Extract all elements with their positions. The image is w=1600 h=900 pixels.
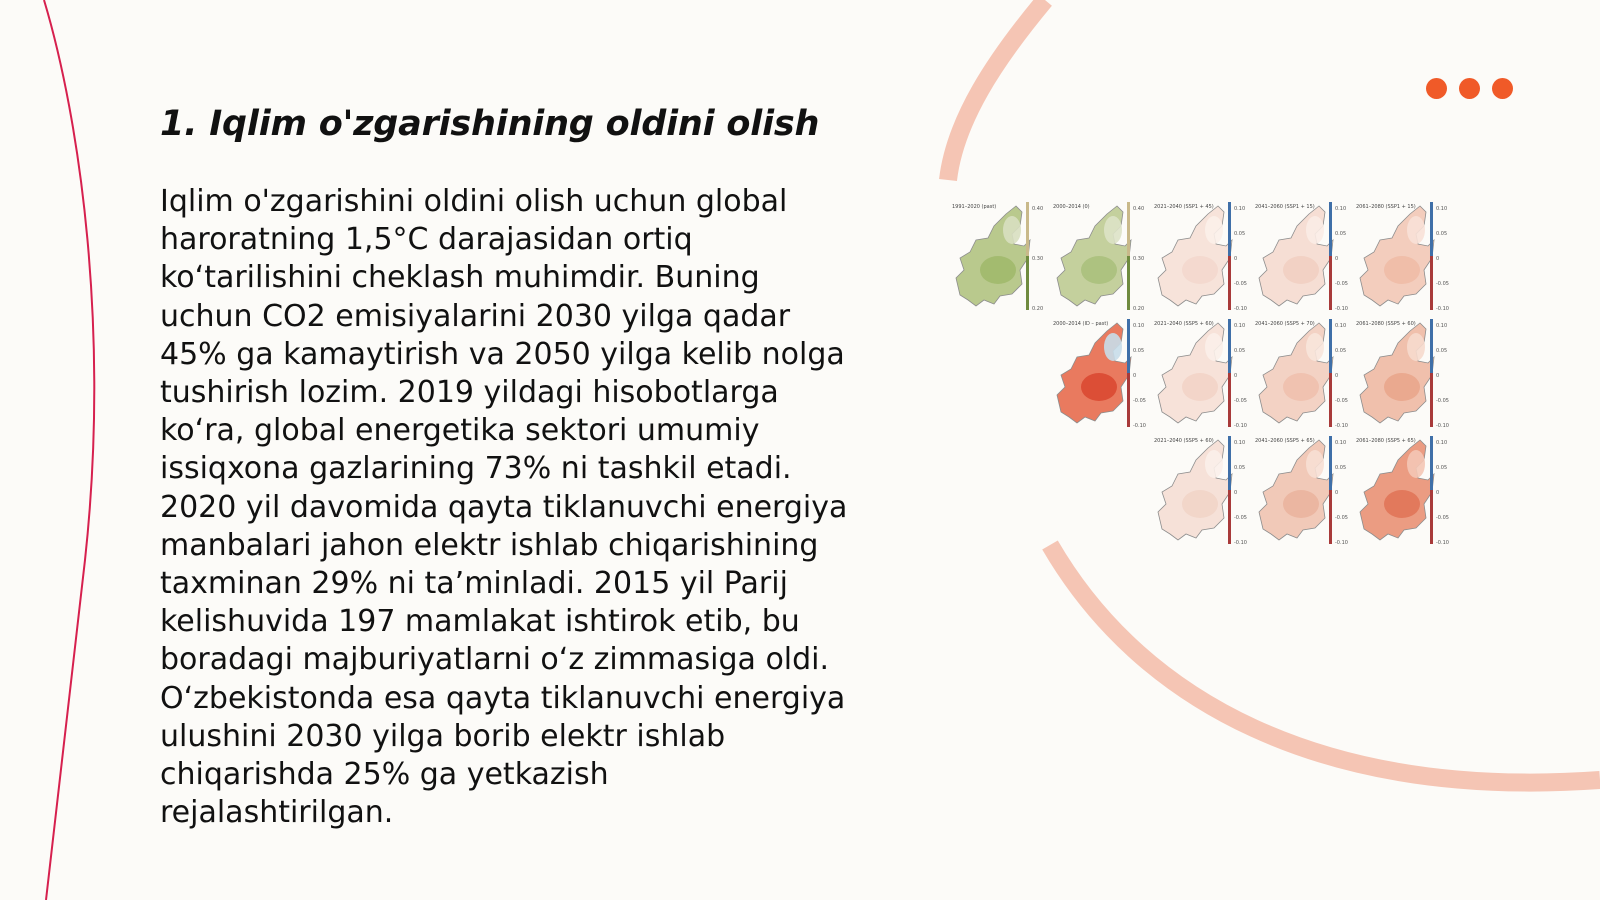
colorbar-tick-label: -0.05 <box>1335 398 1348 404</box>
panel-label: 2021–2040 (SSP1 + 45) <box>1154 204 1214 210</box>
colorbar-tick-label: 0.30 <box>1133 256 1145 262</box>
dot-icon <box>1459 78 1480 99</box>
europe-map-shape <box>1158 206 1232 306</box>
colorbar-tick-label: 0 <box>1335 373 1339 379</box>
colorbar <box>1329 319 1332 373</box>
body-line: kelishuvida 197 mamlakat ishtirok etib, bu <box>160 604 800 640</box>
europe-map-shape <box>1259 440 1333 540</box>
colorbar-tick-label: -0.10 <box>1335 306 1348 312</box>
body-line: 2020 yil davomida qayta tiklanuvchi energiya <box>160 489 848 525</box>
body-line: issiqxona gazlarining 73% ni tashkil etadi. <box>160 451 792 487</box>
colorbar-tick-label: -0.05 <box>1436 515 1449 521</box>
map-shading <box>1306 333 1324 361</box>
body-line: ko‘ra, global energetika sektori umumiy <box>160 413 760 449</box>
colorbar-tick-label: 0.40 <box>1032 206 1044 212</box>
colorbar-tick-label: -0.10 <box>1234 423 1247 429</box>
map-panel <box>1154 202 1247 312</box>
map-shading <box>1407 450 1425 478</box>
colorbar-tick-label: 0.05 <box>1133 348 1145 354</box>
map-shading <box>1283 256 1319 284</box>
map-panel <box>1255 202 1348 312</box>
colorbar-tick-label: 0.05 <box>1335 231 1347 237</box>
colorbar-tick-label: -0.05 <box>1234 398 1247 404</box>
colorbar-tick-label: 0.40 <box>1133 206 1145 212</box>
colorbar-tick-label: -0.10 <box>1335 540 1348 546</box>
europe-map-shape <box>1158 323 1232 423</box>
body-line: rejalashtirilgan. <box>160 795 394 831</box>
map-panel <box>1356 319 1449 429</box>
panel-label: 2000–2014 (ID – past) <box>1053 321 1109 327</box>
colorbar-tick-label: 0 <box>1234 256 1238 262</box>
panel-label: 2061–2080 (SSP5 + 65) <box>1356 438 1416 444</box>
europe-map-shape <box>1360 440 1434 540</box>
colorbar <box>1228 319 1231 373</box>
map-shading <box>1081 256 1117 284</box>
colorbar <box>1430 319 1433 373</box>
europe-map-shape <box>1259 206 1333 306</box>
map-panel <box>1154 436 1247 546</box>
dot-icon <box>1426 78 1447 99</box>
map-shading <box>1384 490 1420 518</box>
colorbar-tick-label: 0.10 <box>1234 440 1246 446</box>
colorbar-tick-label: 0 <box>1234 373 1238 379</box>
colorbar-tick-label: 0.10 <box>1335 440 1347 446</box>
colorbar-tick-label: 0.10 <box>1234 323 1246 329</box>
colorbar-tick-label: -0.05 <box>1234 515 1247 521</box>
left-decorative-line <box>0 0 120 900</box>
europe-map-shape <box>1158 440 1232 540</box>
colorbar-tick-label: 0.10 <box>1436 440 1448 446</box>
europe-map-shape <box>1360 206 1434 306</box>
map-panel <box>1053 202 1144 312</box>
colorbar <box>1329 202 1332 256</box>
colorbar-tick-label: -0.10 <box>1436 306 1449 312</box>
colorbar-tick-label: 0.05 <box>1436 465 1448 471</box>
map-shading <box>1182 490 1218 518</box>
map-shading <box>1104 216 1122 244</box>
colorbar-tick-label: -0.05 <box>1335 281 1348 287</box>
body-line: manbalari jahon elektr ishlab chiqarishining <box>160 527 819 563</box>
colorbar <box>1127 202 1130 256</box>
colorbar-tick-label: 0.10 <box>1234 206 1246 212</box>
body-line: chiqarishda 25% ga yetkazish <box>160 757 609 793</box>
colorbar-tick-label: 0.05 <box>1234 465 1246 471</box>
colorbar-tick-label: -0.05 <box>1234 281 1247 287</box>
colorbar <box>1329 436 1332 490</box>
panel-label: 2041–2060 (SSP1 + 15) <box>1255 204 1315 210</box>
map-shading <box>1384 373 1420 401</box>
colorbar-tick-label: 0.05 <box>1436 348 1448 354</box>
colorbar-tick-label: -0.10 <box>1234 306 1247 312</box>
map-shading <box>1306 216 1324 244</box>
colorbar-tick-label: 0 <box>1335 490 1339 496</box>
colorbar-tick-label: 0 <box>1436 256 1440 262</box>
climate-maps-figure <box>950 200 1455 552</box>
colorbar-tick-label: 0.20 <box>1133 306 1145 312</box>
europe-map-shape <box>956 206 1030 306</box>
colorbar-tick-label: 0.05 <box>1234 231 1246 237</box>
colorbar-tick-label: 0.30 <box>1032 256 1044 262</box>
map-panel <box>1053 319 1146 429</box>
body-line: uchun CO2 emisiyalarini 2030 yilga qadar <box>160 298 791 334</box>
colorbar-tick-label: -0.05 <box>1335 515 1348 521</box>
colorbar <box>1026 202 1029 256</box>
map-shading <box>1104 333 1122 361</box>
map-panel <box>1356 436 1449 546</box>
colorbar-tick-label: -0.10 <box>1133 423 1146 429</box>
colorbar-tick-label: -0.05 <box>1436 281 1449 287</box>
colorbar <box>1430 436 1433 490</box>
colorbar-tick-label: 0 <box>1436 373 1440 379</box>
body-line: 45% ga kamaytirish va 2050 yilga kelib nolga <box>160 336 845 372</box>
panel-label: 2061–2080 (SSP5 + 60) <box>1356 321 1416 327</box>
map-panel <box>952 202 1043 312</box>
colorbar-tick-label: 0.05 <box>1436 231 1448 237</box>
body-line: haroratning 1,5°C darajasidan ortiq <box>160 222 693 258</box>
map-shading <box>1283 490 1319 518</box>
body-line: tushirish lozim. 2019 yildagi hisobotlarga <box>160 375 779 411</box>
map-shading <box>1003 216 1021 244</box>
map-shading <box>1384 256 1420 284</box>
colorbar-tick-label: 0.10 <box>1436 323 1448 329</box>
body-line: boradagi majburiyatlarni o‘z zimmasiga oldi. <box>160 642 830 678</box>
colorbar-tick-label: 0.05 <box>1335 348 1347 354</box>
panel-label: 2061–2080 (SSP1 + 15) <box>1356 204 1416 210</box>
colorbar-tick-label: -0.10 <box>1436 540 1449 546</box>
map-shading <box>1081 373 1117 401</box>
colorbar-tick-label: -0.10 <box>1436 423 1449 429</box>
map-panel <box>1154 319 1247 429</box>
map-shading <box>1306 450 1324 478</box>
colorbar-tick-label: 0 <box>1133 373 1137 379</box>
body-line: O‘zbekistonda esa qayta tiklanuvchi energiya <box>160 680 846 716</box>
body-line: taxminan 29% ni ta’minladi. 2015 yil Parij <box>160 566 788 602</box>
colorbar <box>1228 436 1231 490</box>
body-line: ko‘tarilishini cheklash muhimdir. Buning <box>160 260 760 296</box>
colorbar <box>1430 202 1433 256</box>
colorbar <box>1228 202 1231 256</box>
colorbar-tick-label: -0.05 <box>1133 398 1146 404</box>
colorbar-tick-label: 0.10 <box>1436 206 1448 212</box>
panel-label: 2041–2060 (SSP5 + 65) <box>1255 438 1315 444</box>
map-panel <box>1356 202 1449 312</box>
map-shading <box>1205 333 1223 361</box>
colorbar-tick-label: 0.05 <box>1234 348 1246 354</box>
europe-map-shape <box>1057 206 1131 306</box>
map-shading <box>1205 450 1223 478</box>
slide-title: 1. Iqlim o'zgarishining oldini olish <box>160 104 820 144</box>
panel-label: 2021–2040 (SSP5 + 60) <box>1154 438 1214 444</box>
map-shading <box>1407 216 1425 244</box>
europe-map-shape <box>1057 323 1131 423</box>
colorbar-tick-label: -0.10 <box>1335 423 1348 429</box>
colorbar-tick-label: 0.10 <box>1133 323 1145 329</box>
panel-label: 2021–2040 (SSP5 + 60) <box>1154 321 1214 327</box>
map-shading <box>1182 373 1218 401</box>
map-shading <box>1407 333 1425 361</box>
panel-label: 1991–2020 (past) <box>952 204 997 210</box>
colorbar-tick-label: -0.05 <box>1436 398 1449 404</box>
map-shading <box>980 256 1016 284</box>
dot-icon <box>1492 78 1513 99</box>
colorbar-tick-label: 0 <box>1234 490 1238 496</box>
colorbar-tick-label: 0 <box>1436 490 1440 496</box>
colorbar-tick-label: 0.10 <box>1335 323 1347 329</box>
colorbar-tick-label: 0.10 <box>1335 206 1347 212</box>
map-shading <box>1205 216 1223 244</box>
map-panel <box>1255 436 1348 546</box>
colorbar-tick-label: 0.05 <box>1335 465 1347 471</box>
colorbar <box>1127 319 1130 373</box>
map-panel <box>1255 319 1348 429</box>
colorbar-tick-label: -0.10 <box>1234 540 1247 546</box>
europe-map-shape <box>1360 323 1434 423</box>
europe-map-shape <box>1259 323 1333 423</box>
map-shading <box>1283 373 1319 401</box>
panel-label: 2041–2060 (SSP5 + 70) <box>1255 321 1315 327</box>
colorbar-tick-label: 0 <box>1335 256 1339 262</box>
body-line: ulushini 2030 yilga borib elektr ishlab <box>160 718 726 754</box>
colorbar-tick-label: 0.20 <box>1032 306 1044 312</box>
more-options-dots <box>1426 78 1513 99</box>
panel-label: 2000–2014 (0) <box>1053 204 1090 210</box>
slide-body <box>160 183 850 832</box>
body-line: Iqlim o'zgarishini oldini olish uchun global <box>160 184 788 219</box>
map-shading <box>1182 256 1218 284</box>
